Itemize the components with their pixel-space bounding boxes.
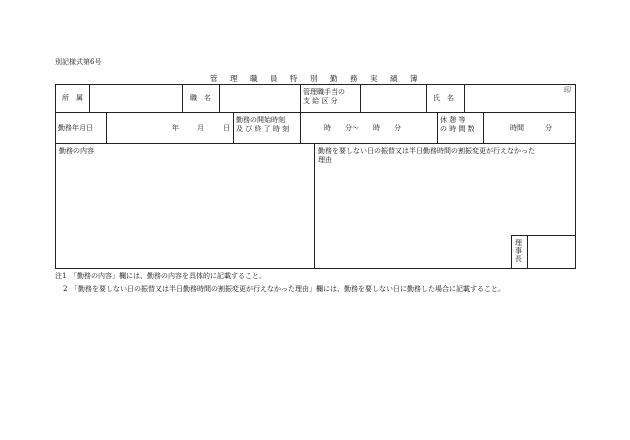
table-line <box>360 84 361 112</box>
director-label <box>515 240 522 263</box>
table-line <box>426 84 427 112</box>
reason-label <box>318 148 535 164</box>
table-line <box>55 84 576 85</box>
work-content-label: 勤務の内容 <box>59 147 94 155</box>
table-line <box>300 84 301 112</box>
table-line <box>437 112 438 143</box>
month-unit: 月 <box>197 124 204 132</box>
table-line <box>55 84 56 269</box>
note-1: 注1 「勤務の内容」欄には、勤務の内容を具体的に記載すること。 <box>55 272 266 280</box>
allowance-label-line1: 管理職手当の <box>303 88 345 96</box>
rest-label-line2: の 時 間 数 <box>440 125 475 133</box>
start-end-label <box>236 117 289 133</box>
table-line <box>219 84 220 112</box>
day-unit: 日 <box>223 124 230 132</box>
rest-label <box>440 117 475 133</box>
table-line <box>106 112 107 143</box>
table-line <box>483 112 484 143</box>
table-line <box>233 112 234 143</box>
form-title: 管 理 職 員 特 別 勤 務 実 績 簿 <box>210 74 420 83</box>
reason-label-line2: 理由 <box>318 156 332 164</box>
affiliation-label: 所 属 <box>62 94 83 102</box>
start-end-label-line2: 及 び 終 了 時 刻 <box>236 125 290 133</box>
table-line <box>300 112 301 143</box>
table-line <box>464 84 465 112</box>
table-line <box>511 235 576 236</box>
year-unit: 年 <box>172 124 179 132</box>
allowance-label <box>303 89 345 105</box>
table-line <box>182 84 183 112</box>
director-char: 事 <box>515 247 522 255</box>
table-line <box>527 235 528 268</box>
name-label: 氏 名 <box>433 94 454 102</box>
time-range: 時 分〜 時 分 <box>324 124 401 132</box>
table-line <box>55 143 576 144</box>
seal-mark: 印 <box>564 86 571 94</box>
rest-label-line1: 休 憩 等 <box>440 116 466 124</box>
director-char: 長 <box>515 255 522 263</box>
allowance-label-line2: 支 給 区 分 <box>303 97 338 105</box>
work-date-label: 勤務年月日 <box>58 124 93 132</box>
reason-label-line1: 勤務を要しない日の振替又は半日勤務時間の割振変更が行えなかった <box>318 147 535 155</box>
table-line <box>55 112 576 113</box>
table-line <box>314 143 315 268</box>
table-line <box>511 235 512 268</box>
note-2: 2 「勤務を要しない日の振替又は半日勤務時間の割振変更が行えなかった理由」欄には、勤務を要しない日に勤務した場合に記載すること。 <box>63 285 505 293</box>
form-number: 別記様式第6号 <box>55 58 102 66</box>
table-line <box>55 268 576 269</box>
start-end-label-line1: 勤務の開始時刻 <box>236 116 285 124</box>
table-line <box>89 84 90 112</box>
table-line <box>575 84 576 269</box>
director-char: 理 <box>515 239 522 247</box>
position-label: 職 名 <box>190 94 211 102</box>
rest-value: 時間 分 <box>510 124 552 132</box>
